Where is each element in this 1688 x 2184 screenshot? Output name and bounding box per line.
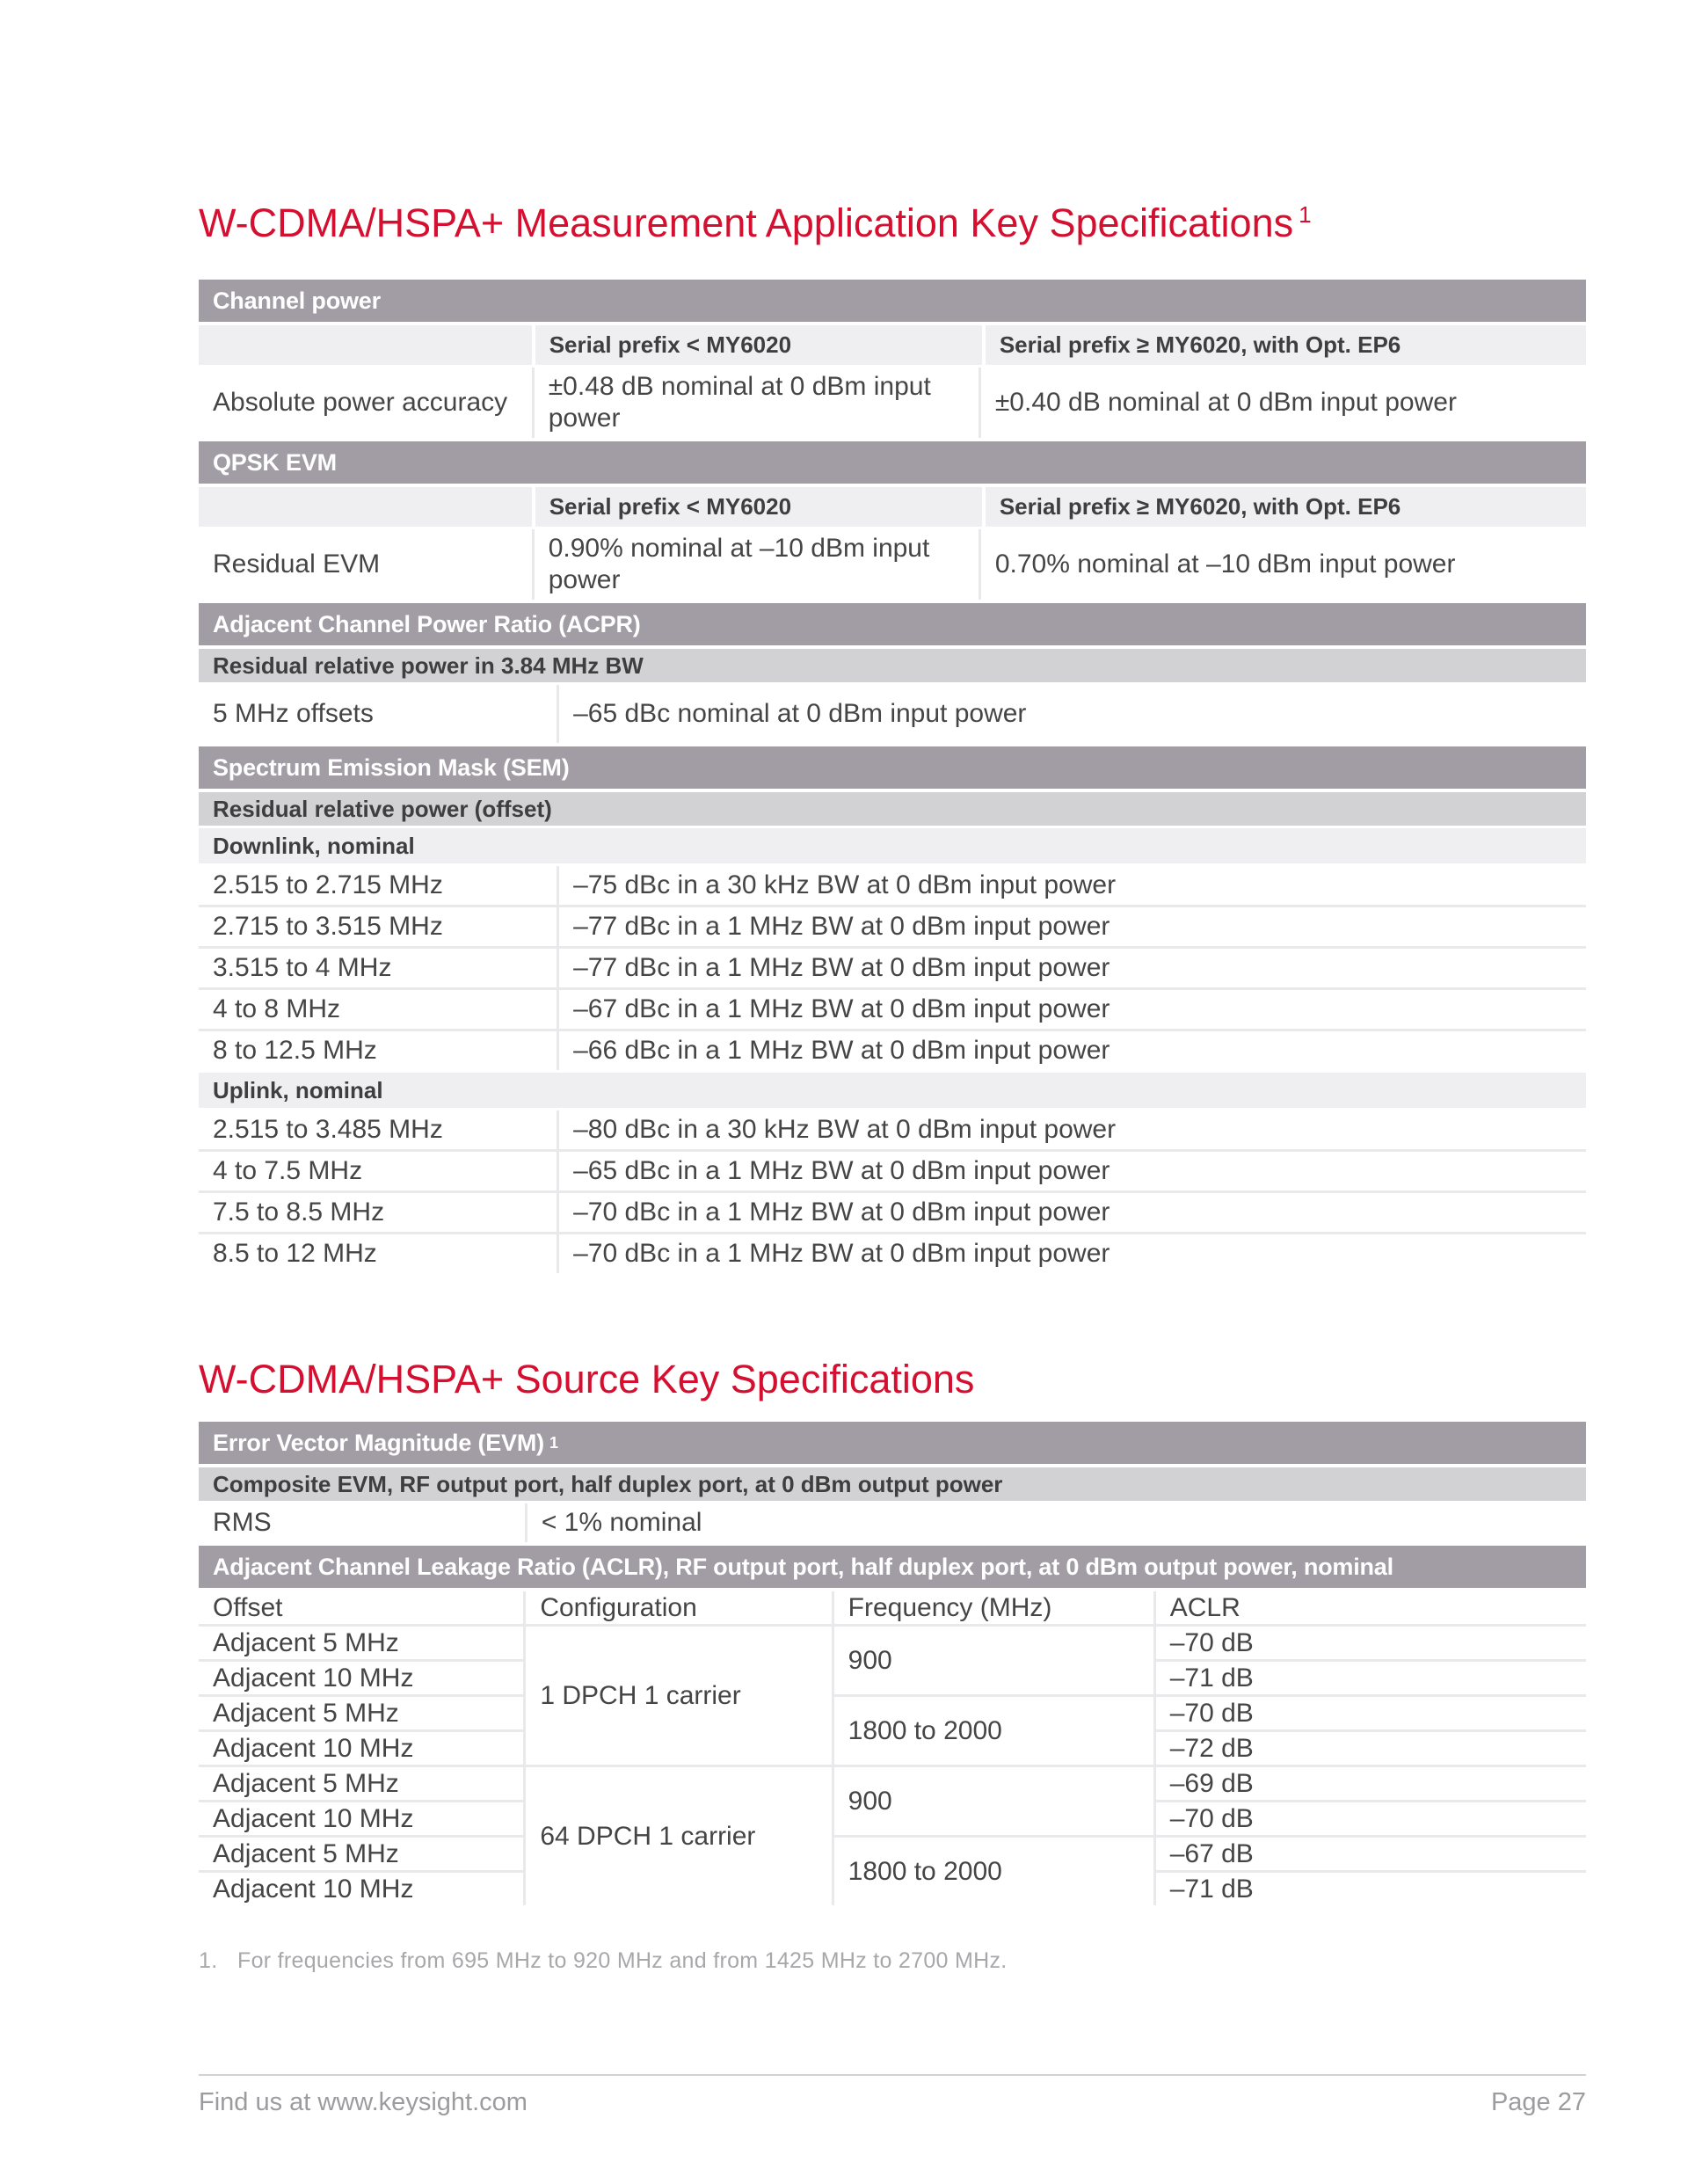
column-header-empty: [199, 487, 532, 527]
group-header-label: Downlink, nominal: [213, 832, 415, 859]
spec-value: –67 dBc in a 1 MHz BW at 0 dBm input power: [557, 990, 1586, 1029]
spec-row-downlink-4: [199, 1029, 1586, 1070]
footnote-number: 1.: [199, 1948, 218, 1973]
aclr-value-cell: –70 dB: [1154, 1802, 1586, 1837]
spec-row-uplink-3: [199, 1232, 1586, 1273]
aclr-row-6: [199, 1837, 1586, 1872]
aclr-value-cell: –69 dB: [1154, 1766, 1586, 1802]
channel-power-column-headers: [199, 325, 1586, 365]
aclr-column-header-row: [199, 1591, 1586, 1626]
freq-range: 2.715 to 3.515 MHz: [213, 912, 443, 941]
aclr-value-cell: –71 dB: [1154, 1661, 1586, 1696]
spec-value: –77 dBc in a 1 MHz BW at 0 dBm input power: [557, 907, 1586, 946]
freq-range: 7.5 to 8.5 MHz: [213, 1198, 385, 1227]
spec-value: –65 dBc nominal at 0 dBm input power: [557, 685, 1586, 743]
spec-value-serial-lt: ±0.48 dB nominal at 0 dBm input power: [532, 368, 979, 438]
spec-row-rms: [199, 1503, 1586, 1542]
frequency-cell: 1800 to 2000: [833, 1837, 1154, 1906]
spec-row-downlink-0: [199, 866, 1586, 905]
aclr-value-cell: –72 dB: [1154, 1731, 1586, 1766]
spec-value: –66 dBc in a 1 MHz BW at 0 dBm input power: [557, 1031, 1586, 1070]
section-header-aclr: [199, 1546, 1586, 1588]
spec-row-downlink-1: [199, 905, 1586, 946]
spec-value: < 1% nominal: [525, 1503, 1586, 1542]
spec-label: Residual EVM: [213, 550, 381, 579]
spec-value: –75 dBc in a 30 kHz BW at 0 dBm input power: [557, 866, 1586, 905]
offset-cell: Adjacent 5 MHz: [199, 1696, 525, 1731]
spec-label: 5 MHz offsets: [213, 699, 374, 728]
spec-value-serial-ge: ±0.40 dB nominal at 0 dBm input power: [979, 368, 1586, 438]
spec-row-5mhz-offsets: [199, 685, 1586, 743]
spec-row-uplink-0: [199, 1110, 1586, 1149]
spec-value: –70 dBc in a 1 MHz BW at 0 dBm input power: [557, 1234, 1586, 1273]
footnote-1: [199, 1948, 1586, 1974]
freq-range: 8 to 12.5 MHz: [213, 1036, 377, 1065]
column-header-empty: [199, 325, 532, 365]
page-content: [199, 0, 1586, 2117]
aclr-value-cell: –67 dB: [1154, 1837, 1586, 1872]
freq-range: 2.515 to 3.485 MHz: [213, 1115, 443, 1144]
section-header-evm: [199, 1422, 1586, 1464]
footer-page-number: Page 27: [1490, 2088, 1586, 2116]
column-header-serial-lt: Serial prefix < MY6020: [535, 487, 982, 527]
section-header-channel-power: [199, 280, 1586, 322]
aclr-row-4: [199, 1766, 1586, 1802]
offset-cell: Adjacent 10 MHz: [199, 1661, 525, 1696]
section-header-label: Error Vector Magnitude (EVM): [213, 1429, 544, 1456]
spec-row-downlink-3: [199, 987, 1586, 1029]
spec-value-serial-ge: 0.70% nominal at –10 dBm input power: [979, 529, 1586, 600]
subsection-header-residual-relative-power-offset: [199, 792, 1586, 826]
column-header-frequency: Frequency (MHz): [833, 1591, 1154, 1626]
offset-cell: Adjacent 5 MHz: [199, 1626, 525, 1661]
frequency-cell: 900: [833, 1766, 1154, 1837]
qpsk-evm-column-headers: [199, 487, 1586, 527]
source-specs-table: [199, 1422, 1586, 1905]
spec-value-serial-lt: 0.90% nominal at –10 dBm input power: [532, 529, 979, 600]
offset-cell: Adjacent 5 MHz: [199, 1766, 525, 1802]
freq-range: 4 to 7.5 MHz: [213, 1156, 363, 1185]
group-header-downlink-nominal: [199, 828, 1586, 863]
spec-label: Absolute power accuracy: [213, 388, 508, 417]
spec-row-uplink-2: [199, 1190, 1586, 1232]
column-header-configuration: Configuration: [525, 1591, 833, 1626]
page-footer: [199, 2074, 1586, 2117]
source-specs-title-text: W-CDMA/HSPA+ Source Key Specifications: [199, 1357, 975, 1401]
frequency-cell: 900: [833, 1626, 1154, 1696]
freq-range: 4 to 8 MHz: [213, 994, 341, 1023]
subsection-header-label: Residual relative power in 3.84 MHz BW: [213, 652, 644, 679]
column-header-offset: Offset: [199, 1591, 525, 1626]
subsection-header-label: Composite EVM, RF output port, half duplex port, at 0 dBm output power: [213, 1470, 1003, 1497]
footnote-ref-1: 1: [1299, 201, 1312, 228]
spec-row-residual-evm: [199, 529, 1586, 600]
offset-cell: Adjacent 10 MHz: [199, 1872, 525, 1906]
spec-value: –77 dBc in a 1 MHz BW at 0 dBm input power: [557, 949, 1586, 987]
spec-row-absolute-power-accuracy: [199, 368, 1586, 438]
aclr-row-0: [199, 1626, 1586, 1661]
frequency-cell: 1800 to 2000: [833, 1696, 1154, 1766]
freq-range: 3.515 to 4 MHz: [213, 953, 392, 982]
offset-cell: Adjacent 5 MHz: [199, 1837, 525, 1872]
section-header-label: Spectrum Emission Mask (SEM): [213, 753, 570, 781]
column-header-serial-lt: Serial prefix < MY6020: [535, 325, 982, 365]
spec-label: RMS: [213, 1508, 272, 1537]
measurement-specs-title-text: W-CDMA/HSPA+ Measurement Application Key Specifications: [199, 200, 1294, 245]
aclr-row-2: [199, 1696, 1586, 1731]
section-header-label: QPSK EVM: [213, 448, 337, 476]
section-header-sem: [199, 746, 1586, 789]
spec-value: –65 dBc in a 1 MHz BW at 0 dBm input power: [557, 1152, 1586, 1190]
aclr-value-cell: –70 dB: [1154, 1626, 1586, 1661]
group-header-label: Uplink, nominal: [213, 1076, 383, 1103]
freq-range: 8.5 to 12 MHz: [213, 1239, 377, 1268]
spec-row-uplink-1: [199, 1149, 1586, 1190]
section-header-acpr: [199, 603, 1586, 645]
configuration-cell: 64 DPCH 1 carrier: [525, 1766, 833, 1906]
offset-cell: Adjacent 10 MHz: [199, 1802, 525, 1837]
footer-find-us-link: Find us at www.keysight.com: [199, 2088, 528, 2116]
subsection-header-label: Residual relative power (offset): [213, 795, 552, 822]
subsection-header-composite-evm: [199, 1467, 1586, 1501]
aclr-value-cell: –71 dB: [1154, 1872, 1586, 1906]
section-header-label: Adjacent Channel Power Ratio (ACPR): [213, 610, 641, 637]
section-header-qpsk-evm: [199, 441, 1586, 484]
spec-value: –70 dBc in a 1 MHz BW at 0 dBm input power: [557, 1193, 1586, 1232]
section-header-label: Channel power: [213, 287, 381, 314]
measurement-specs-title: [199, 192, 1586, 246]
spec-value: –80 dBc in a 30 kHz BW at 0 dBm input power: [557, 1110, 1586, 1149]
footnote-ref-1: 1: [549, 1433, 558, 1452]
group-header-uplink-nominal: [199, 1073, 1586, 1108]
column-header-serial-ge: Serial prefix ≥ MY6020, with Opt. EP6: [986, 487, 1586, 527]
measurement-specs-table: [199, 280, 1586, 1273]
offset-cell: Adjacent 10 MHz: [199, 1731, 525, 1766]
spec-row-downlink-2: [199, 946, 1586, 987]
column-header-aclr: ACLR: [1154, 1591, 1586, 1626]
section-header-label: Adjacent Channel Leakage Ratio (ACLR), RF output port, half duplex port, at 0 dBm output power, nominal: [213, 1553, 1393, 1580]
aclr-table: [199, 1591, 1586, 1905]
configuration-cell: 1 DPCH 1 carrier: [525, 1626, 833, 1766]
column-header-serial-ge: Serial prefix ≥ MY6020, with Opt. EP6: [986, 325, 1586, 365]
aclr-value-cell: –70 dB: [1154, 1696, 1586, 1731]
freq-range: 2.515 to 2.715 MHz: [213, 870, 443, 899]
footnote-text: For frequencies from 695 MHz to 920 MHz and from 1425 MHz to 2700 MHz.: [237, 1948, 1008, 1973]
subsection-header-residual-relative-power-bw: [199, 649, 1586, 682]
source-specs-title: [199, 1357, 1586, 1402]
